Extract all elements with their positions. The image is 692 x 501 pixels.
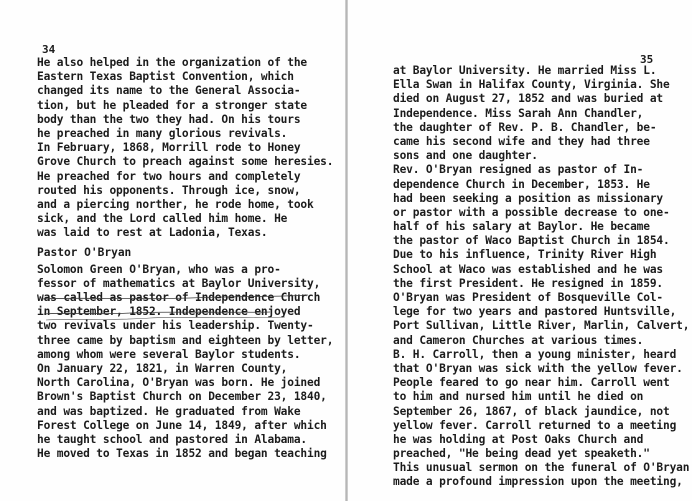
text-line: the daughter of Rev. P. B. Chandler, be- (393, 120, 657, 134)
text-line: dependence Church in December, 1853. He (393, 177, 650, 191)
text-line: Port Sullivan, Little River, Marlin, Calvert, (393, 319, 690, 333)
text-line: Independence. Miss Sarah Ann Chandler, (393, 106, 644, 120)
text-line: he was holding at Post Oaks Church and (393, 432, 644, 446)
text-line: among whom were several Baylor students. (37, 347, 301, 361)
text-line: North Carolina, O'Bryan was born. He joined (37, 376, 321, 390)
text-line: Ella Swan in Halifax County, Virginia. She (393, 78, 670, 92)
text-line: and a piercing norther, he rode home, took (37, 197, 314, 211)
text-line: to him and nursed him until he died on (393, 390, 644, 404)
text-line: died on August 27, 1852 and was buried at (393, 92, 664, 106)
text-line: he taught school and pastored in Alabama. (37, 432, 308, 446)
text-line: that O'Bryan was sick with the yellow fever. (393, 361, 683, 375)
right-page-body (393, 64, 691, 490)
text-line: Due to his influence, Trinity River High (393, 248, 657, 262)
text-line: O'Bryan was President of Bosqueville Col- (393, 291, 664, 304)
text-line: two revivals under his leadership. Twenty- (37, 319, 314, 333)
section-heading: Pastor O'Bryan (37, 246, 132, 260)
text-line: he preached in many glorious revivals. (37, 126, 288, 140)
text-line: Brown's Baptist Church on December 23, 1840, (37, 390, 327, 404)
text-line: School at Waco was established and he was (393, 262, 664, 276)
page-number-right: 35 (640, 53, 654, 66)
text-line: or pastor with a possible decrease to one- (393, 205, 670, 219)
text-line: and was baptized. He graduated from Wake (37, 404, 301, 418)
text-line: People feared to go near him. Carroll went (393, 376, 670, 390)
text-line: B. H. Carroll, then a young minister, heard (393, 347, 677, 361)
text-line: in September, 1852. Independence enjoyed (37, 305, 301, 319)
text-line: September 26, 1867, of black jaundice, not (393, 404, 670, 418)
text-line: made a profound impression upon the meeting, (393, 475, 683, 489)
text-line: lege for two years and pastored Huntsville, (393, 305, 677, 319)
left-page (0, 0, 345, 501)
text-line: had been seeking a position as missionary (393, 191, 664, 205)
text-line: was laid to rest at Ladonia, Texas. (37, 226, 268, 240)
text-line: He also helped in the organization of the (37, 56, 308, 69)
left-page-body (37, 56, 342, 461)
text-line: Forest College on June 14, 1849, after which (37, 418, 327, 432)
text-line: three came by baptism and eighteen by letter, (37, 333, 334, 347)
text-line: On January 22, 1821, in Warren County, (37, 361, 288, 375)
text-line: body than the two they had. On his tours (37, 112, 301, 126)
left-paragraphs-before-heading (37, 56, 342, 240)
text-line: He preached for two hours and completely (37, 169, 301, 183)
text-line: came his second wife and they had three (393, 134, 650, 148)
text-line: preached, "He being dead yet speaketh." (393, 447, 650, 461)
text-line: the first President. He resigned in 1859. (393, 276, 664, 290)
text-line: tion, but he pleaded for a stronger state (37, 98, 308, 112)
text-line: He moved to Texas in 1852 and began teaching (37, 447, 327, 461)
page-number-left: 34 (42, 43, 56, 56)
text-line: Solomon Green O'Bryan, who was a pro- (37, 262, 281, 276)
text-line: Rev. O'Bryan resigned as pastor of In- (393, 163, 644, 177)
text-line: was called as pastor of Independence Church (37, 291, 321, 304)
text-line: sons and one daughter. (393, 149, 538, 163)
text-line: and Cameron Churches at various times. (393, 333, 644, 347)
left-paragraphs-after-heading (37, 263, 342, 462)
text-line: Eastern Texas Baptist Convention, which (37, 70, 294, 84)
text-line: at Baylor University. He married Miss L. (393, 64, 657, 77)
text-line: half of his salary at Baylor. He became (393, 220, 650, 234)
text-line: routed his opponents. Through ice, snow, (37, 183, 301, 197)
right-page (348, 0, 692, 501)
text-line: fessor of mathematics at Baylor University, (37, 276, 321, 290)
text-line: the pastor of Waco Baptist Church in 1854. (393, 234, 670, 248)
text-line: Grove Church to preach against some heresies. (37, 155, 334, 169)
text-line: changed its name to the General Associa- (37, 84, 301, 98)
text-line: In February, 1868, Morrill rode to Honey (37, 141, 301, 155)
text-line: This unusual sermon on the funeral of O'Bryan (393, 461, 690, 475)
text-line: sick, and the Lord called him home. He (37, 212, 288, 226)
text-line: yellow fever. Carroll returned to a meeting (393, 418, 677, 432)
